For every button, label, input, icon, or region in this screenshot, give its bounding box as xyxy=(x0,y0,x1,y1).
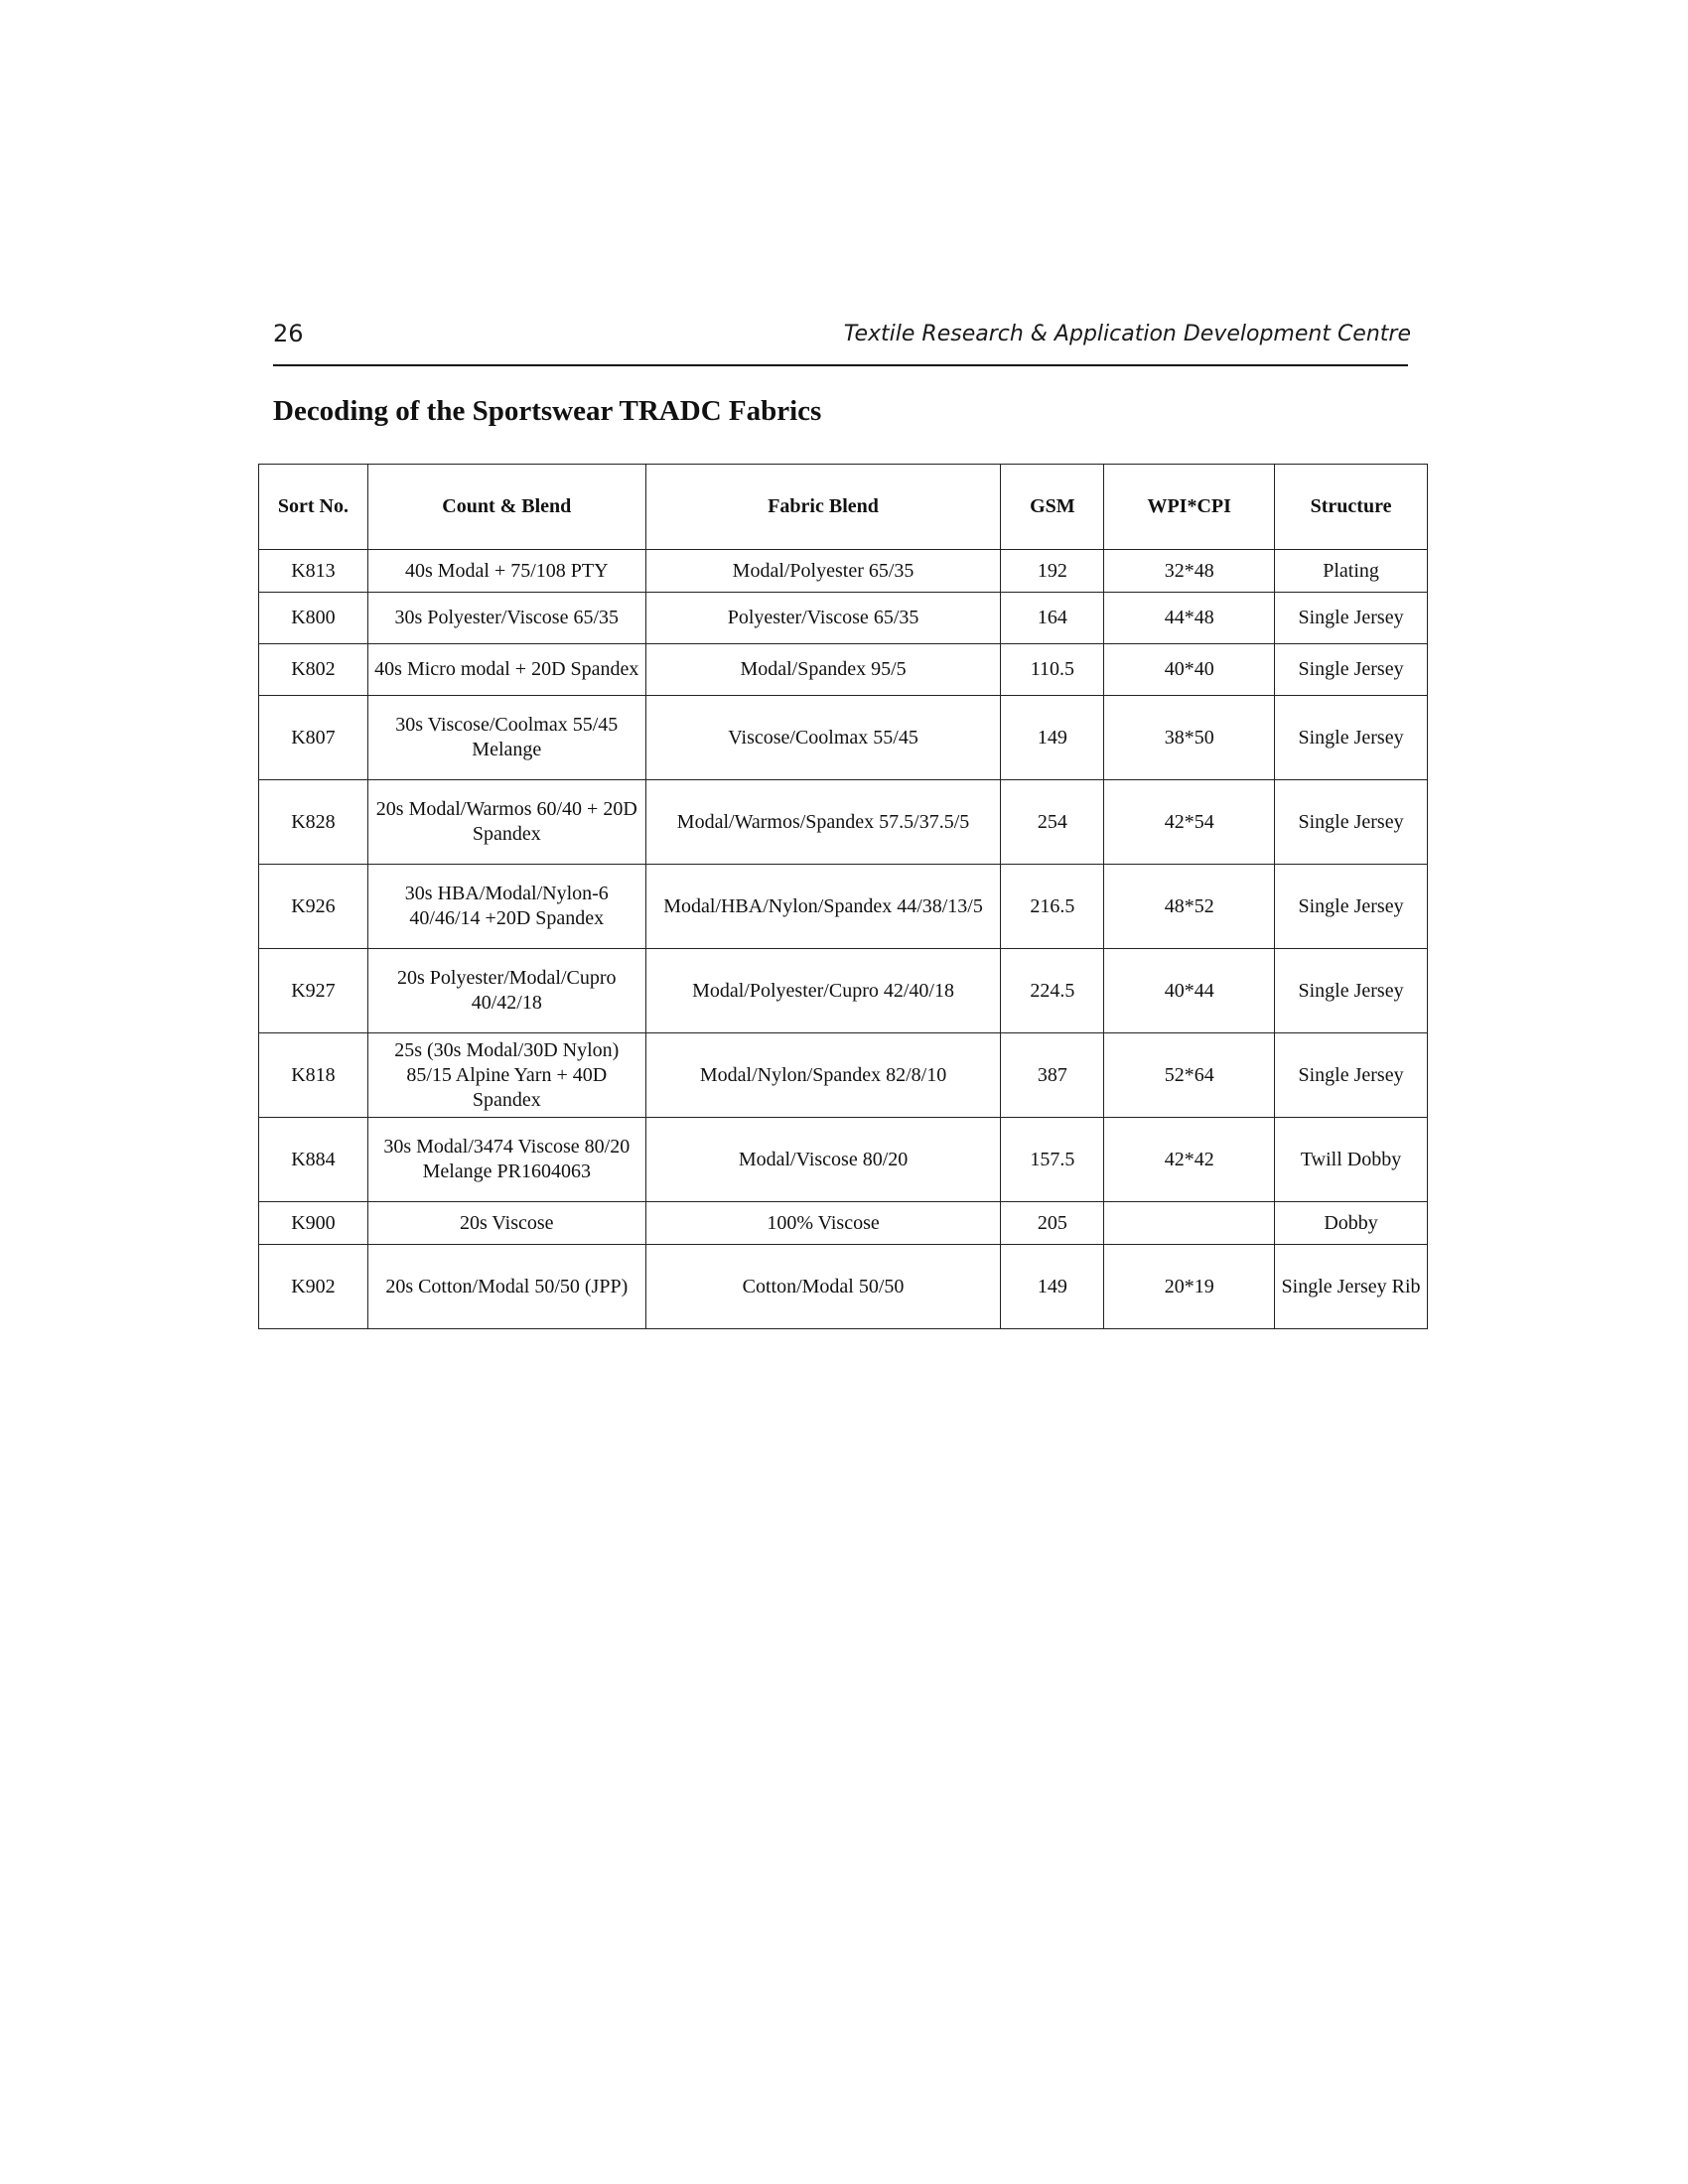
cell-gsm: 216.5 xyxy=(1001,865,1104,949)
cell-count-blend: 30s Modal/3474 Viscose 80/20 Melange PR1604063 xyxy=(367,1118,645,1202)
table-row xyxy=(259,865,1428,949)
cell-structure: Twill Dobby xyxy=(1275,1118,1428,1202)
table-row xyxy=(259,644,1428,696)
cell-sort-no: K828 xyxy=(259,780,368,865)
cell-sort-no: K802 xyxy=(259,644,368,696)
fabrics-table xyxy=(258,464,1428,1329)
cell-structure: Plating xyxy=(1275,550,1428,593)
cell-structure: Dobby xyxy=(1275,1202,1428,1245)
cell-fabric-blend: Cotton/Modal 50/50 xyxy=(645,1245,1001,1329)
cell-structure: Single Jersey xyxy=(1275,1033,1428,1118)
cell-wpi-cpi xyxy=(1104,1202,1275,1245)
cell-gsm: 224.5 xyxy=(1001,949,1104,1033)
cell-sort-no: K927 xyxy=(259,949,368,1033)
running-head: Textile Research & Application Development Centre xyxy=(843,322,1411,346)
table-row xyxy=(259,696,1428,780)
cell-structure: Single Jersey Rib xyxy=(1275,1245,1428,1329)
table-body xyxy=(259,550,1428,1329)
cell-wpi-cpi: 32*48 xyxy=(1104,550,1275,593)
cell-structure: Single Jersey xyxy=(1275,949,1428,1033)
cell-count-blend: 30s Viscose/Coolmax 55/45 Melange xyxy=(367,696,645,780)
cell-fabric-blend: Modal/Viscose 80/20 xyxy=(645,1118,1001,1202)
cell-fabric-blend: Modal/Warmos/Spandex 57.5/37.5/5 xyxy=(645,780,1001,865)
column-header-gsm: GSM xyxy=(1001,465,1104,550)
cell-structure: Single Jersey xyxy=(1275,696,1428,780)
table-row xyxy=(259,949,1428,1033)
cell-fabric-blend: 100% Viscose xyxy=(645,1202,1001,1245)
cell-sort-no: K884 xyxy=(259,1118,368,1202)
column-header-structure: Structure xyxy=(1275,465,1428,550)
table-row xyxy=(259,1118,1428,1202)
cell-count-blend: 30s HBA/Modal/Nylon-6 40/46/14 +20D Spandex xyxy=(367,865,645,949)
cell-fabric-blend: Modal/Spandex 95/5 xyxy=(645,644,1001,696)
table-row xyxy=(259,1033,1428,1118)
header-rule xyxy=(273,364,1408,366)
cell-fabric-blend: Modal/HBA/Nylon/Spandex 44/38/13/5 xyxy=(645,865,1001,949)
column-header-sort-no: Sort No. xyxy=(259,465,368,550)
table-header xyxy=(259,465,1428,550)
cell-wpi-cpi: 40*44 xyxy=(1104,949,1275,1033)
cell-count-blend: 40s Micro modal + 20D Spandex xyxy=(367,644,645,696)
cell-sort-no: K818 xyxy=(259,1033,368,1118)
cell-wpi-cpi: 42*54 xyxy=(1104,780,1275,865)
column-header-wpi-cpi: WPI*CPI xyxy=(1104,465,1275,550)
cell-fabric-blend: Viscose/Coolmax 55/45 xyxy=(645,696,1001,780)
cell-gsm: 387 xyxy=(1001,1033,1104,1118)
cell-gsm: 149 xyxy=(1001,1245,1104,1329)
cell-sort-no: K902 xyxy=(259,1245,368,1329)
cell-gsm: 205 xyxy=(1001,1202,1104,1245)
cell-gsm: 254 xyxy=(1001,780,1104,865)
cell-structure: Single Jersey xyxy=(1275,644,1428,696)
cell-sort-no: K900 xyxy=(259,1202,368,1245)
cell-fabric-blend: Modal/Polyester/Cupro 42/40/18 xyxy=(645,949,1001,1033)
column-header-fabric-blend: Fabric Blend xyxy=(645,465,1001,550)
table-row xyxy=(259,593,1428,644)
cell-gsm: 157.5 xyxy=(1001,1118,1104,1202)
cell-wpi-cpi: 52*64 xyxy=(1104,1033,1275,1118)
cell-gsm: 110.5 xyxy=(1001,644,1104,696)
column-header-count-blend: Count & Blend xyxy=(367,465,645,550)
cell-sort-no: K926 xyxy=(259,865,368,949)
cell-structure: Single Jersey xyxy=(1275,865,1428,949)
cell-gsm: 164 xyxy=(1001,593,1104,644)
cell-gsm: 149 xyxy=(1001,696,1104,780)
cell-count-blend: 40s Modal + 75/108 PTY xyxy=(367,550,645,593)
cell-count-blend: 20s Modal/Warmos 60/40 + 20D Spandex xyxy=(367,780,645,865)
cell-sort-no: K813 xyxy=(259,550,368,593)
cell-structure: Single Jersey xyxy=(1275,780,1428,865)
cell-count-blend: 20s Viscose xyxy=(367,1202,645,1245)
header-row xyxy=(259,465,1428,550)
table-row xyxy=(259,550,1428,593)
cell-fabric-blend: Modal/Polyester 65/35 xyxy=(645,550,1001,593)
cell-count-blend: 30s Polyester/Viscose 65/35 xyxy=(367,593,645,644)
table-row xyxy=(259,780,1428,865)
cell-fabric-blend: Polyester/Viscose 65/35 xyxy=(645,593,1001,644)
cell-sort-no: K807 xyxy=(259,696,368,780)
cell-structure: Single Jersey xyxy=(1275,593,1428,644)
cell-wpi-cpi: 48*52 xyxy=(1104,865,1275,949)
cell-wpi-cpi: 42*42 xyxy=(1104,1118,1275,1202)
cell-wpi-cpi: 44*48 xyxy=(1104,593,1275,644)
cell-wpi-cpi: 40*40 xyxy=(1104,644,1275,696)
cell-fabric-blend: Modal/Nylon/Spandex 82/8/10 xyxy=(645,1033,1001,1118)
cell-gsm: 192 xyxy=(1001,550,1104,593)
cell-sort-no: K800 xyxy=(259,593,368,644)
table-row xyxy=(259,1245,1428,1329)
table-row xyxy=(259,1202,1428,1245)
cell-wpi-cpi: 38*50 xyxy=(1104,696,1275,780)
cell-wpi-cpi: 20*19 xyxy=(1104,1245,1275,1329)
page-title: Decoding of the Sportswear TRADC Fabrics xyxy=(273,395,822,427)
cell-count-blend: 25s (30s Modal/30D Nylon) 85/15 Alpine Yarn + 40D Spandex xyxy=(367,1033,645,1118)
cell-count-blend: 20s Cotton/Modal 50/50 (JPP) xyxy=(367,1245,645,1329)
page-number: 26 xyxy=(273,320,304,347)
cell-count-blend: 20s Polyester/Modal/Cupro 40/42/18 xyxy=(367,949,645,1033)
